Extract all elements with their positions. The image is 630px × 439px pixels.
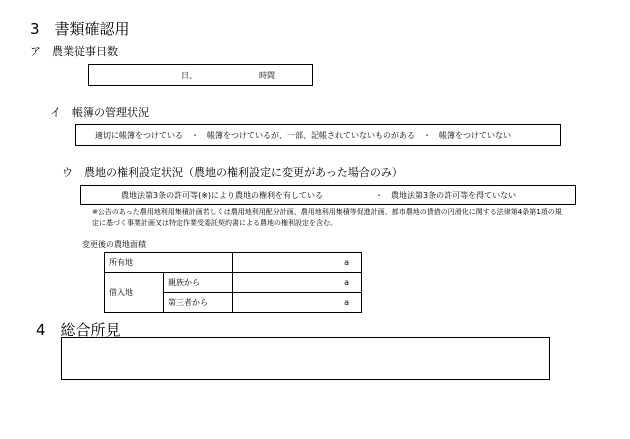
overall-findings-field[interactable] bbox=[61, 337, 550, 380]
rights-option-2: ・ 農地法第3条の許可等を得ていない bbox=[375, 191, 517, 200]
owned-label: 所有地 bbox=[105, 253, 233, 273]
hour-unit: 時間 bbox=[259, 71, 275, 80]
area-table bbox=[104, 252, 362, 313]
from-relatives-label: 親族から bbox=[164, 273, 233, 293]
table-row bbox=[105, 253, 362, 273]
leased-label: 借入地 bbox=[105, 273, 164, 313]
farm-days-field[interactable] bbox=[88, 64, 313, 86]
rights-options-box[interactable] bbox=[80, 185, 576, 205]
books-heading: イ 帳簿の管理状況 bbox=[50, 106, 149, 119]
table-row bbox=[105, 273, 362, 293]
from-third-party-label: 第三者から bbox=[164, 293, 233, 313]
day-unit: 日、 bbox=[181, 71, 197, 80]
from-third-party-value[interactable]: a bbox=[233, 293, 362, 313]
rights-note-line-2: 定に基づく事業計画又は特定作業受委託契約書による農地の権利設定を含む。 bbox=[92, 219, 337, 227]
farm-days-heading: ア 農業従事日数 bbox=[30, 45, 118, 58]
rights-heading: ウ 農地の権利設定状況（農地の権利設定に変更があった場合のみ） bbox=[62, 166, 403, 179]
rights-option-1: 農地法第3条の許可等(※)により農地の権利を有している bbox=[121, 191, 324, 200]
section3-title: 3 書類確認用 bbox=[30, 20, 130, 38]
books-options-box[interactable] bbox=[75, 124, 561, 146]
from-relatives-value[interactable]: a bbox=[233, 273, 362, 293]
section4-title: 4 総合所見 bbox=[36, 321, 121, 339]
books-options: 適切に帳簿をつけている ・ 帳簿をつけているが、一部、記帳されていないものがある ・ 帳簿をつけていない bbox=[95, 131, 511, 140]
area-caption: 変更後の農地面積 bbox=[82, 240, 146, 249]
rights-note-line-1: ※公告のあった農用地利用集積計画若しくは農用地利用配分計画、農用地利用集積等促進計画、都市農地の貸借の円滑化に関する法律第4条第1項の規 bbox=[92, 208, 562, 216]
owned-value[interactable]: a bbox=[233, 253, 362, 273]
